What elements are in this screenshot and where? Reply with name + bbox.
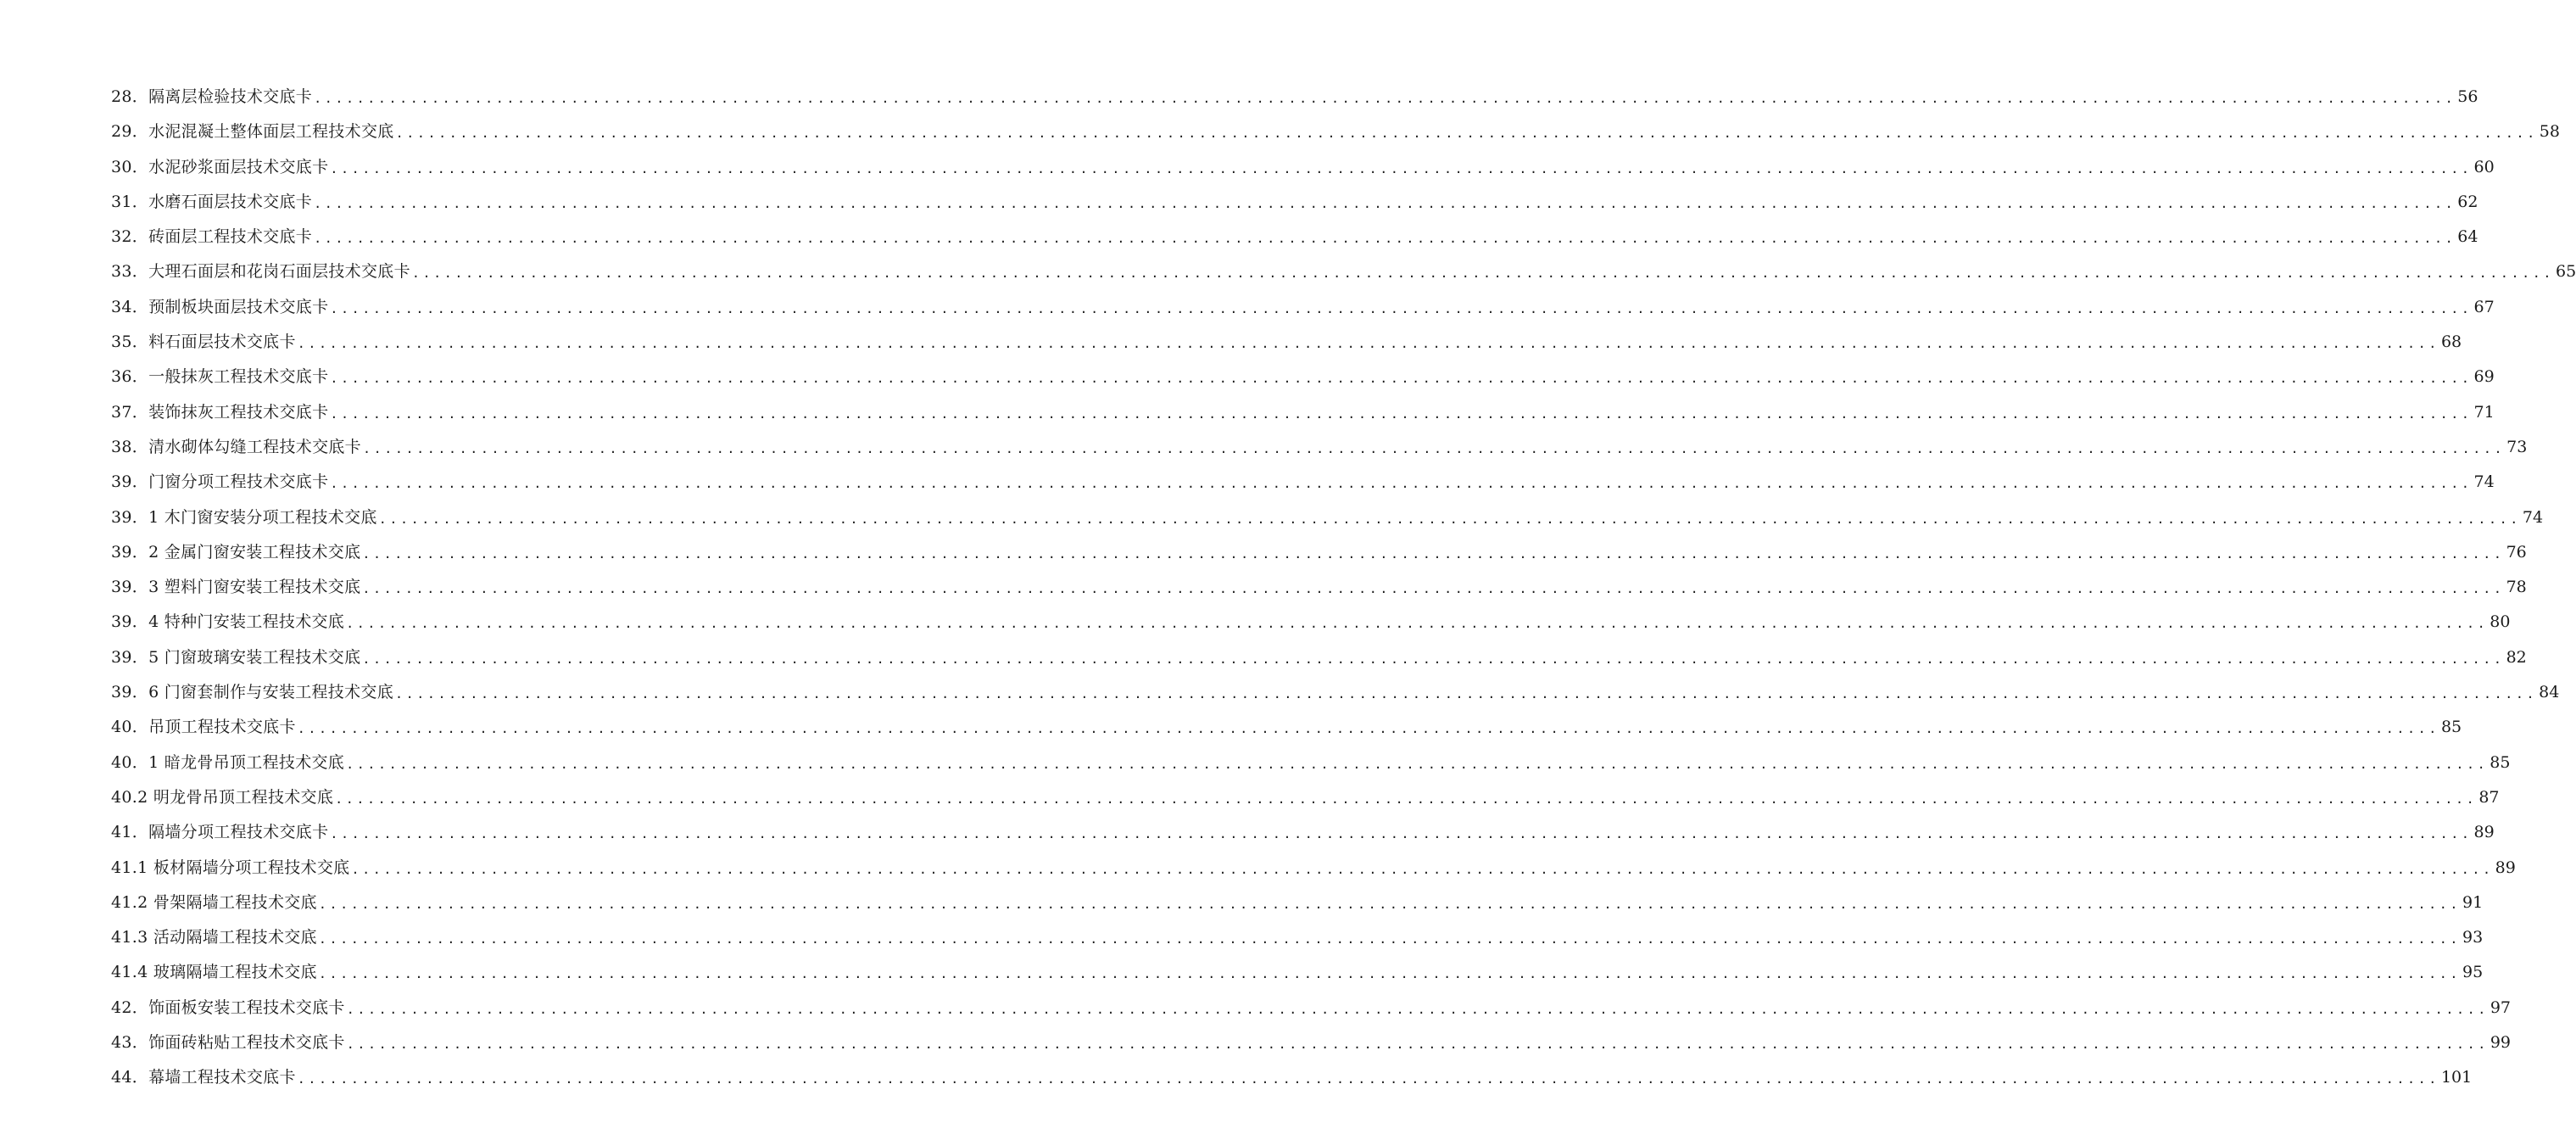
toc-entry-title: 38．清水砌体勾缝工程技术交底卡 xyxy=(111,437,361,456)
dot-leader: ........................................................................................................................................................................................................ xyxy=(362,545,2505,562)
toc-entry-page-number: 85 xyxy=(2440,718,2462,737)
toc-entry[interactable] xyxy=(111,955,2484,990)
dot-leader: ........................................................................................................................................................................................................ xyxy=(346,756,2489,772)
toc-entry-page-number: 73 xyxy=(2506,437,2528,456)
dot-leader: ........................................................................................................................................................................................................ xyxy=(362,651,2505,667)
toc-entry-title: 41.1 板材隔墙分项工程技术交底 xyxy=(111,858,350,877)
toc-entry[interactable] xyxy=(111,675,2560,710)
toc-entry-title: 40.2 明龙骨吊顶工程技术交底 xyxy=(111,787,334,807)
dot-leader: ........................................................................................................................................................................................................ xyxy=(351,861,2494,877)
dot-leader: ........................................................................................................................................................................................................ xyxy=(318,896,2462,912)
toc-entry[interactable] xyxy=(111,710,2462,745)
toc-entry-title: 41．隔墙分项工程技术交底卡 xyxy=(111,823,329,842)
toc-entry[interactable] xyxy=(111,991,2512,1025)
dot-leader: ........................................................................................................................................................................................................ xyxy=(378,511,2521,527)
dot-leader: ........................................................................................................................................................................................................ xyxy=(335,791,2478,807)
dot-leader: ........................................................................................................................................................................................................ xyxy=(314,231,2456,247)
dot-leader: ........................................................................................................................................................................................................ xyxy=(314,195,2456,211)
dot-leader: ........................................................................................................................................................................................................ xyxy=(362,581,2505,597)
toc-entry-title: 42．饰面板安装工程技术交底卡 xyxy=(111,998,345,1017)
toc-entry[interactable] xyxy=(111,150,2495,185)
dot-leader: ........................................................................................................................................................................................................ xyxy=(330,371,2473,387)
toc-entry[interactable] xyxy=(111,220,2478,254)
dot-leader: ........................................................................................................................................................................................................ xyxy=(362,440,2506,456)
toc-entry-page-number: 67 xyxy=(2473,297,2495,316)
toc-entry-page-number: 99 xyxy=(2490,1033,2512,1053)
dot-leader: ........................................................................................................................................................................................................ xyxy=(395,686,2538,702)
toc-entry-page-number: 89 xyxy=(2473,823,2495,842)
toc-entry[interactable] xyxy=(111,395,2495,430)
dot-leader: ........................................................................................................................................................................................................ xyxy=(297,336,2439,352)
toc-entry-page-number: 87 xyxy=(2478,787,2500,807)
toc-entry-page-number: 97 xyxy=(2490,998,2512,1017)
toc-entry-page-number: 78 xyxy=(2506,578,2527,597)
toc-entry-page-number: 58 xyxy=(2539,122,2560,142)
toc-entry-page-number: 62 xyxy=(2457,192,2478,211)
toc-entry-title: 39．2 金属门窗安装工程技术交底 xyxy=(111,542,361,562)
toc-entry-page-number: 82 xyxy=(2506,647,2527,667)
toc-entry[interactable] xyxy=(111,185,2478,220)
toc-entry[interactable] xyxy=(111,254,2576,289)
toc-entry-title: 39．6 门窗套制作与安装工程技术交底 xyxy=(111,683,394,702)
dot-leader: ........................................................................................................................................................................................................ xyxy=(330,160,2473,176)
dot-leader: ........................................................................................................................................................................................................ xyxy=(297,1071,2439,1087)
toc-entry[interactable] xyxy=(111,535,2527,570)
toc-entry[interactable] xyxy=(111,500,2544,535)
toc-entry[interactable] xyxy=(111,886,2484,920)
toc-entry-title: 41.2 骨架隔墙工程技术交底 xyxy=(111,892,317,912)
dot-leader: ........................................................................................................................................................................................................ xyxy=(318,966,2462,982)
toc-entry-page-number: 60 xyxy=(2473,157,2495,176)
toc-entry-page-number: 74 xyxy=(2522,507,2544,527)
toc-entry[interactable] xyxy=(111,1025,2512,1060)
toc-entry-title: 31．水磨石面层技术交底卡 xyxy=(111,192,313,211)
toc-entry-page-number: 68 xyxy=(2440,332,2462,352)
toc-entry-page-number: 64 xyxy=(2457,227,2478,247)
toc-entry[interactable] xyxy=(111,920,2484,955)
toc-entry-title: 29．水泥混凝土整体面层工程技术交底 xyxy=(111,122,394,142)
toc-entry-title: 30．水泥砂浆面层技术交底卡 xyxy=(111,157,329,176)
toc-entry-page-number: 69 xyxy=(2473,367,2495,387)
toc-entry-title: 40．吊顶工程技术交底卡 xyxy=(111,718,296,737)
toc-entry-title: 39．门窗分项工程技术交底卡 xyxy=(111,472,329,492)
toc-entry[interactable] xyxy=(111,640,2527,675)
dot-leader: ........................................................................................................................................................................................................ xyxy=(318,931,2462,947)
toc-entry-title: 34．预制板块面层技术交底卡 xyxy=(111,297,329,316)
toc-entry[interactable] xyxy=(111,851,2516,886)
toc-entry-title: 33．大理石面层和花岗石面层技术交底卡 xyxy=(111,262,410,282)
toc-entry[interactable] xyxy=(111,746,2511,780)
toc-entry[interactable] xyxy=(111,80,2478,115)
toc-entry[interactable] xyxy=(111,115,2560,149)
toc-entry-title: 39．1 木门窗安装分项工程技术交底 xyxy=(111,507,377,527)
toc-entry-page-number: 84 xyxy=(2539,683,2560,702)
table-of-contents xyxy=(111,80,2576,1096)
dot-leader: ........................................................................................................................................................................................................ xyxy=(330,405,2473,422)
toc-entry-page-number: 80 xyxy=(2490,612,2511,632)
toc-entry-page-number: 71 xyxy=(2473,402,2495,422)
toc-entry-title: 37．装饰抹灰工程技术交底卡 xyxy=(111,402,329,422)
toc-entry-title: 41.4 玻璃隔墙工程技术交底 xyxy=(111,963,317,982)
toc-entry-page-number: 95 xyxy=(2462,963,2484,982)
toc-entry[interactable] xyxy=(111,1060,2473,1095)
toc-entry-page-number: 56 xyxy=(2457,87,2478,106)
toc-entry-title: 35．料石面层技术交底卡 xyxy=(111,332,296,352)
toc-entry-title: 39．5 门窗玻璃安装工程技术交底 xyxy=(111,647,361,667)
toc-entry-page-number: 85 xyxy=(2490,752,2511,772)
toc-entry-title: 40．1 暗龙骨吊顶工程技术交底 xyxy=(111,752,345,772)
dot-leader: ........................................................................................................................................................................................................ xyxy=(346,616,2489,632)
toc-entry[interactable] xyxy=(111,780,2500,815)
toc-entry-title: 43．饰面砖粘贴工程技术交底卡 xyxy=(111,1033,345,1053)
toc-entry-title: 36．一般抹灰工程技术交底卡 xyxy=(111,367,329,387)
dot-leader: ........................................................................................................................................................................................................ xyxy=(314,91,2456,106)
toc-entry-page-number: 76 xyxy=(2506,542,2527,562)
toc-entry[interactable] xyxy=(111,290,2495,325)
dot-leader: ........................................................................................................................................................................................................ xyxy=(395,126,2538,142)
dot-leader: ........................................................................................................................................................................................................ xyxy=(346,1001,2489,1017)
toc-entry-title: 44．幕墙工程技术交底卡 xyxy=(111,1068,296,1087)
toc-entry[interactable] xyxy=(111,570,2527,605)
toc-entry-title: 39．4 特种门安装工程技术交底 xyxy=(111,612,345,632)
toc-entry-page-number: 74 xyxy=(2473,472,2495,492)
dot-leader: ........................................................................................................................................................................................................ xyxy=(330,476,2473,492)
toc-entry-page-number: 101 xyxy=(2440,1068,2473,1087)
toc-entry-page-number: 65 xyxy=(2556,262,2576,282)
toc-entry[interactable] xyxy=(111,465,2495,500)
toc-entry[interactable] xyxy=(111,605,2511,640)
dot-leader: ........................................................................................................................................................................................................ xyxy=(346,1037,2489,1053)
toc-entry-title: 28．隔离层检验技术交底卡 xyxy=(111,87,313,106)
toc-entry-page-number: 93 xyxy=(2462,928,2484,947)
dot-leader: ........................................................................................................................................................................................................ xyxy=(411,265,2555,282)
toc-entry-page-number: 89 xyxy=(2495,858,2516,877)
dot-leader: ........................................................................................................................................................................................................ xyxy=(297,721,2439,737)
toc-entry[interactable] xyxy=(111,430,2528,465)
toc-entry-title: 32．砖面层工程技术交底卡 xyxy=(111,227,313,247)
dot-leader: ........................................................................................................................................................................................................ xyxy=(330,300,2473,316)
dot-leader: ........................................................................................................................................................................................................ xyxy=(330,826,2473,842)
toc-entry-title: 41.3 活动隔墙工程技术交底 xyxy=(111,928,317,947)
toc-entry[interactable] xyxy=(111,815,2495,850)
toc-entry[interactable] xyxy=(111,360,2495,394)
toc-entry[interactable] xyxy=(111,325,2462,360)
toc-entry-title: 39．3 塑料门窗安装工程技术交底 xyxy=(111,578,361,597)
toc-entry-page-number: 91 xyxy=(2462,892,2484,912)
